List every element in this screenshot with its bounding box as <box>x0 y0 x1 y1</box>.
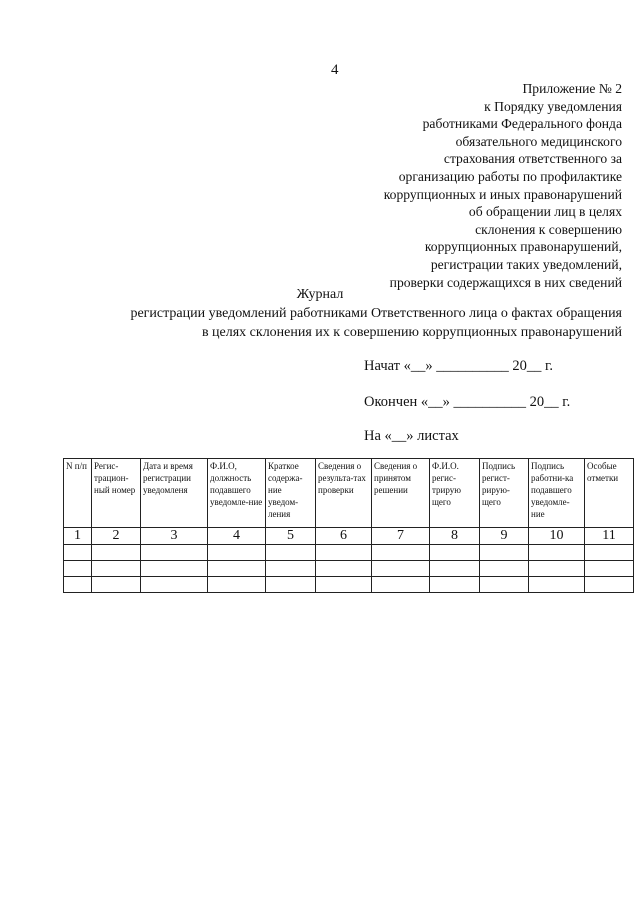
column-number: 10 <box>529 528 585 545</box>
empty-cell <box>92 545 141 561</box>
column-number: 9 <box>480 528 529 545</box>
empty-cell <box>430 545 480 561</box>
empty-cell <box>480 577 529 593</box>
header-cell: Подпись работни-ка подавшего уведомле-ние <box>529 459 585 528</box>
column-number: 4 <box>208 528 266 545</box>
empty-cell <box>64 577 92 593</box>
empty-cell <box>208 561 266 577</box>
column-number: 8 <box>430 528 480 545</box>
appendix-line: склонения к совершению <box>475 221 622 237</box>
header-cell: Сведения о принятом решении <box>372 459 430 528</box>
empty-cell <box>266 561 316 577</box>
journal-subtitle-line: регистрации уведомлений работниками Ответственного лица о фактах обращения <box>130 306 622 321</box>
appendix-line: коррупционных правонарушений, <box>424 239 622 255</box>
empty-cell <box>529 577 585 593</box>
appendix-line: регистрации таких уведомлений, <box>430 256 622 272</box>
empty-cell <box>585 561 634 577</box>
column-number: 11 <box>585 528 634 545</box>
empty-cell <box>316 561 372 577</box>
appendix-line: организацию работы по профилактике <box>398 168 622 184</box>
empty-cell <box>141 577 208 593</box>
empty-cell <box>529 545 585 561</box>
empty-cell <box>585 577 634 593</box>
journal-subtitle <box>62 304 622 342</box>
empty-cell <box>529 561 585 577</box>
appendix-line: об обращении лиц в целях <box>468 204 622 220</box>
journal-title: Журнал <box>296 287 344 302</box>
empty-cell <box>64 545 92 561</box>
table-row <box>64 561 634 577</box>
header-cell: Регис-трацион-ный номер <box>92 459 141 528</box>
header-cell: Краткое содержа-ние уведом-ления <box>266 459 316 528</box>
appendix-line: Приложение № 2 <box>522 81 622 96</box>
header-cell: N п/п <box>64 459 92 528</box>
finished-field: Окончен «__» __________ 20__ г. <box>364 394 571 410</box>
appendix-line: обязательного медицинского <box>455 133 622 149</box>
column-number: 7 <box>372 528 430 545</box>
empty-cell <box>430 561 480 577</box>
empty-cell <box>372 577 430 593</box>
page-number: 4 <box>331 62 339 78</box>
empty-cell <box>585 545 634 561</box>
header-cell: Сведения о результа-тах проверки <box>316 459 372 528</box>
empty-cell <box>316 577 372 593</box>
appendix-line: работниками Федерального фонда <box>422 116 622 132</box>
empty-cell <box>372 561 430 577</box>
column-number: 5 <box>266 528 316 545</box>
column-number: 6 <box>316 528 372 545</box>
appendix-line: коррупционных и иных правонарушений <box>383 186 622 202</box>
empty-cell <box>480 561 529 577</box>
empty-cell <box>316 545 372 561</box>
empty-cell <box>208 577 266 593</box>
empty-cell <box>430 577 480 593</box>
empty-cell <box>141 545 208 561</box>
table-row <box>64 577 634 593</box>
table-header-row <box>64 459 634 528</box>
column-number: 1 <box>64 528 92 545</box>
empty-cell <box>64 561 92 577</box>
header-cell: Подпись регист-рирую-щего <box>480 459 529 528</box>
empty-cell <box>92 577 141 593</box>
empty-cell <box>266 545 316 561</box>
empty-cell <box>372 545 430 561</box>
empty-cell <box>92 561 141 577</box>
started-field: Начат «__» __________ 20__ г. <box>364 358 553 374</box>
registration-table <box>63 458 634 593</box>
empty-cell <box>480 545 529 561</box>
header-cell: Особые отметки <box>585 459 634 528</box>
appendix-line: к Порядку уведомления <box>484 98 622 114</box>
appendix-block <box>322 80 622 291</box>
header-cell: Ф.И.О, должность подавшего уведомле-ние <box>208 459 266 528</box>
column-number: 2 <box>92 528 141 545</box>
table-row <box>64 545 634 561</box>
empty-cell <box>208 545 266 561</box>
header-cell: Дата и время регистрации уведомленя <box>141 459 208 528</box>
header-cell: Ф.И.О. регис-трирую щего <box>430 459 480 528</box>
column-number-row <box>64 528 634 545</box>
appendix-line: проверки содержащихся в них сведений <box>389 274 622 290</box>
column-number: 3 <box>141 528 208 545</box>
empty-cell <box>141 561 208 577</box>
sheets-field: На «__» листах <box>364 428 459 444</box>
appendix-line: страхования ответственного за <box>443 151 622 167</box>
journal-subtitle-line: в целях склонения их к совершению коррупционных правонарушений <box>201 325 622 340</box>
empty-cell <box>266 577 316 593</box>
